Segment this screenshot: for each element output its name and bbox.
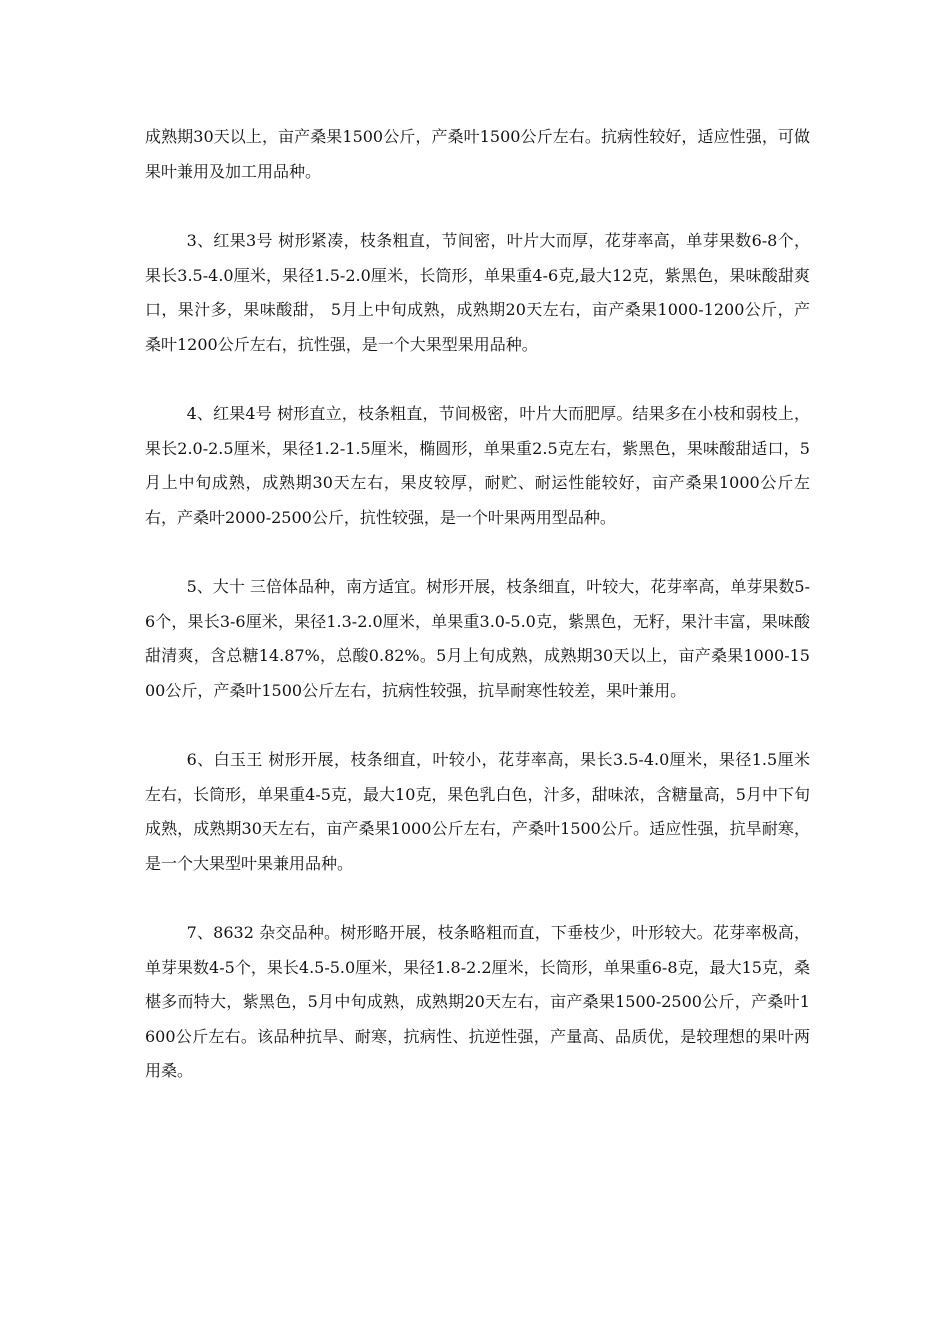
paragraph-variety-7: 7、8632 杂交品种。树形略开展，枝条略粗而直，下垂枝少，叶形较大。花芽率极高，单芽果数4-5个，果长4.5-5.0厘米，果径1.8-2.2厘米，长筒形，单果重6-8克，最大15克，桑椹多而特大，紫黑色，5月中旬成熟，成熟期20天左右，亩产桑果1500-2500公斤，产桑叶1600公斤左右。该品种抗旱、耐寒，抗病性、抗逆性强，产量高、品质优，是较理想的果叶两用桑。 <box>145 923 810 1080</box>
paragraph-continuation: 成熟期30天以上，亩产桑果1500公斤，产桑叶1500公斤左右。抗病性较好，适应性强，可做果叶兼用及加工用品种。 <box>145 127 810 181</box>
paragraph-variety-6: 6、白玉王 树形开展，枝条细直，叶较小，花芽率高，果长3.5-4.0厘米，果径1.5厘米左右，长筒形，单果重4-5克，最大10克，果色乳白色，汁多，甜味浓，含糖量高，5月中下旬成熟，成熟期30天左右，亩产桑果1000公斤左右，产桑叶1500公斤。适应性强，抗旱耐寒，是一个大果型叶果兼用品种。 <box>145 750 810 873</box>
document-body <box>145 120 810 1124</box>
paragraph-variety-3: 3、红果3号 树形紧凑，枝条粗直，节间密，叶片大而厚，花芽率高，单芽果数6-8个，果长3.5-4.0厘米，果径1.5-2.0厘米，长筒形，单果重4-6克,最大12克，紫黑色，果味酸甜爽口，果汁多，果味酸甜， 5月上中旬成熟，成熟期20天左右，亩产桑果1000-1200公斤，产桑叶1200公斤左右，抗性强，是一个大果型果用品种。 <box>145 231 810 354</box>
paragraph-variety-4: 4、红果4号 树形直立，枝条粗直，节间极密，叶片大而肥厚。结果多在小枝和弱枝上，果长2.0-2.5厘米，果径1.2-1.5厘米，椭圆形，单果重2.5克左右，紫黑色，果味酸甜适口，5月上中旬成熟，成熟期30天左右，果皮较厚，耐贮、耐运性能较好，亩产桑果1000公斤左右，产桑叶2000-2500公斤，抗性较强，是一个叶果两用型品种。 <box>145 404 810 527</box>
paragraph-variety-5: 5、大十 三倍体品种，南方适宜。树形开展，枝条细直，叶较大，花芽率高，单芽果数5-6个，果长3-6厘米，果径1.3-2.0厘米，单果重3.0-5.0克，紫黑色，无籽，果汁丰富，果味酸甜清爽，含总糖14.87%，总酸0.82%。5月上旬成熟，成熟期30天以上，亩产桑果1000-1500公斤，产桑叶1500公斤左右，抗病性较强，抗旱耐寒性较差，果叶兼用。 <box>145 577 810 700</box>
